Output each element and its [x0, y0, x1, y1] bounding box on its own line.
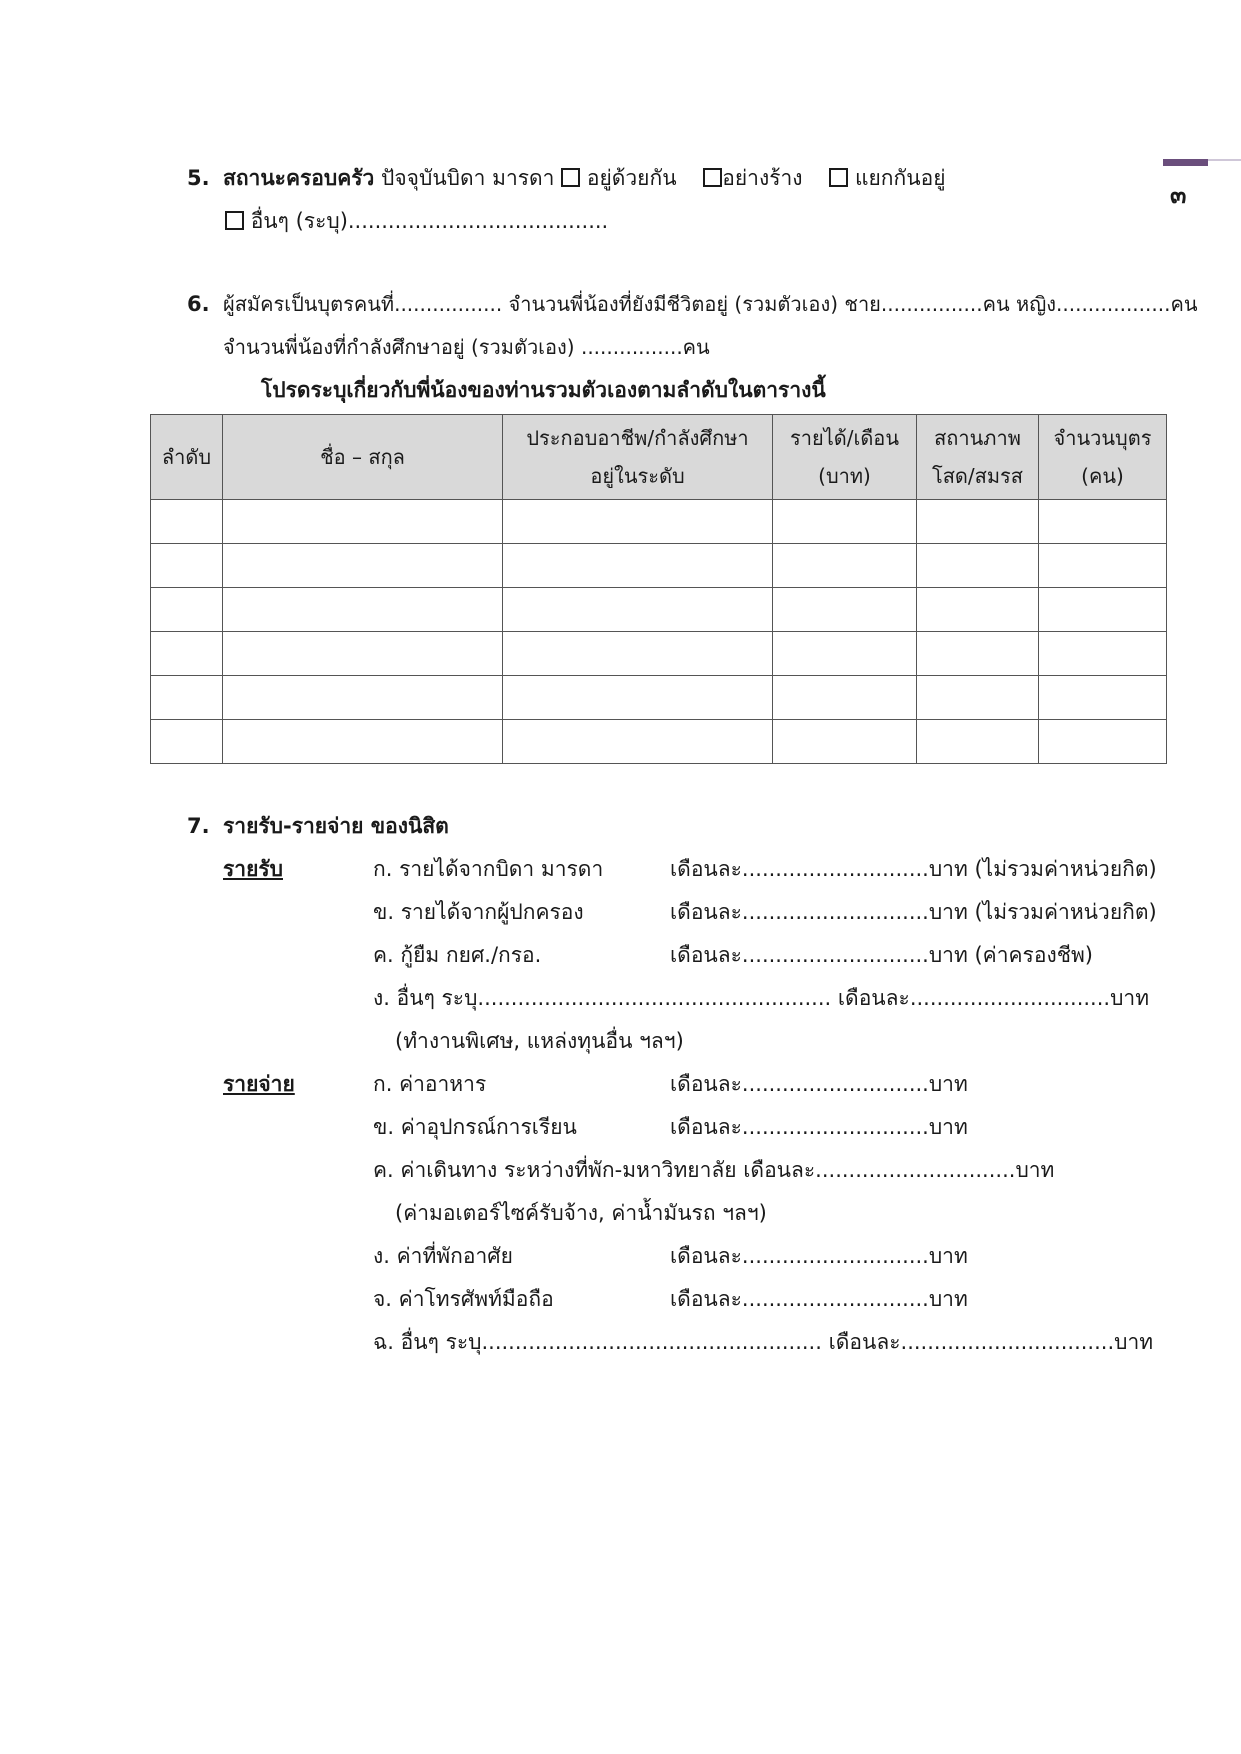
table-cell[interactable]: [503, 720, 773, 764]
table-cell[interactable]: [223, 676, 503, 720]
income-amount-parents[interactable]: เดือนละ............................บาท (ไม่รวมค่าหน่วยกิต): [670, 857, 1157, 881]
table-cell[interactable]: [223, 588, 503, 632]
expense-item-phone: จ. ค่าโทรศัพท์มือถือ: [373, 1287, 554, 1311]
q5-checkbox-other[interactable]: [225, 211, 244, 230]
table-cell[interactable]: [1039, 676, 1167, 720]
expense-amount-housing[interactable]: เดือนละ............................บาท: [670, 1244, 968, 1268]
sibling-table-header: [151, 415, 1167, 500]
table-cell[interactable]: [151, 544, 223, 588]
table-cell[interactable]: [503, 632, 773, 676]
table-row: [151, 544, 1167, 588]
q5-option-divorced: อย่างร้าง: [722, 166, 803, 190]
table-cell[interactable]: [223, 544, 503, 588]
table-cell[interactable]: [151, 632, 223, 676]
table-cell[interactable]: [223, 632, 503, 676]
q5-line2: [225, 211, 608, 232]
q7-title: รายรับ-รายจ่าย ของนิสิต: [223, 814, 449, 838]
table-cell[interactable]: [1039, 544, 1167, 588]
expense-amount-supplies[interactable]: เดือนละ............................บาท: [670, 1115, 968, 1139]
header-occupation: ประกอบอาชีพ/กำลังศึกษา อยู่ในระดับ: [503, 415, 773, 500]
table-cell[interactable]: [773, 500, 917, 544]
q5-number: 5.: [187, 166, 210, 190]
table-cell[interactable]: [151, 720, 223, 764]
table-cell[interactable]: [503, 500, 773, 544]
table-cell[interactable]: [151, 500, 223, 544]
table-cell[interactable]: [1039, 632, 1167, 676]
header-children: จำนวนบุตร (คน): [1039, 415, 1167, 500]
table-cell[interactable]: [1039, 500, 1167, 544]
expense-label: รายจ่าย: [223, 1072, 295, 1096]
page-number: ๓: [1170, 181, 1187, 209]
table-cell[interactable]: [773, 720, 917, 764]
table-cell[interactable]: [151, 676, 223, 720]
expense-item-supplies: ข. ค่าอุปกรณ์การเรียน: [373, 1115, 577, 1139]
table-cell[interactable]: [917, 500, 1039, 544]
table-cell[interactable]: [151, 588, 223, 632]
expense-amount-phone[interactable]: เดือนละ............................บาท: [670, 1287, 968, 1311]
header-marital-status: สถานภาพ โสด/สมรส: [917, 415, 1039, 500]
header-income: รายได้/เดือน (บาท): [773, 415, 917, 500]
table-cell[interactable]: [773, 544, 917, 588]
q6-number: 6.: [187, 292, 210, 316]
income-amount-loan[interactable]: เดือนละ............................บาท (ค่าครองชีพ): [670, 943, 1093, 967]
q5-checkbox-separated[interactable]: [829, 168, 848, 187]
expense-travel[interactable]: ค. ค่าเดินทาง ระหว่างที่พัก-มหาวิทยาลัย เดือนละ..............................บาท: [373, 1158, 1055, 1182]
income-other[interactable]: ง. อื่นๆ ระบุ..................................................... เดือนละ..............................บาท: [373, 986, 1150, 1010]
table-cell[interactable]: [773, 632, 917, 676]
table-cell[interactable]: [773, 676, 917, 720]
table-cell[interactable]: [917, 720, 1039, 764]
expense-amount-food[interactable]: เดือนละ............................บาท: [670, 1072, 968, 1096]
q5-option-together: อยู่ด้วยกัน: [586, 166, 677, 190]
table-row: [151, 720, 1167, 764]
q5-line1: [223, 168, 946, 189]
q5-checkbox-divorced[interactable]: [703, 168, 722, 187]
table-cell[interactable]: [503, 544, 773, 588]
table-cell[interactable]: [223, 720, 503, 764]
income-item-parents: ก. รายได้จากบิดา มารดา: [373, 857, 604, 881]
table-cell[interactable]: [773, 588, 917, 632]
table-cell[interactable]: [503, 588, 773, 632]
table-cell[interactable]: [917, 676, 1039, 720]
q7-number: 7.: [187, 814, 210, 838]
income-item-loan: ค. กู้ยืม กยศ./กรอ.: [373, 943, 542, 967]
expense-other[interactable]: ฉ. อื่นๆ ระบุ................................................... เดือนละ................................บาท: [373, 1330, 1154, 1354]
expense-item-housing: ง. ค่าที่พักอาศัย: [373, 1244, 513, 1268]
table-cell[interactable]: [223, 500, 503, 544]
income-other-note: (ทำงานพิเศษ, แหล่งทุนอื่น ฯลฯ): [395, 1029, 684, 1053]
page-number-accent: [1163, 159, 1208, 166]
income-label: รายรับ: [223, 857, 283, 881]
table-row: [151, 588, 1167, 632]
sibling-table: [150, 414, 1167, 764]
table-cell[interactable]: [503, 676, 773, 720]
income-amount-guardian[interactable]: เดือนละ............................บาท (ไม่รวมค่าหน่วยกิต): [670, 900, 1157, 924]
table-cell[interactable]: [1039, 588, 1167, 632]
table-row: [151, 500, 1167, 544]
q5-option-other[interactable]: อื่นๆ (ระบุ).......................................: [250, 209, 609, 233]
expense-item-food: ก. ค่าอาหาร: [373, 1072, 487, 1096]
q5-option-separated: แยกกันอยู่: [854, 166, 946, 190]
table-cell[interactable]: [917, 544, 1039, 588]
header-order: ลำดับ: [151, 415, 223, 500]
income-item-guardian: ข. รายได้จากผู้ปกครอง: [373, 900, 584, 924]
q6-line2[interactable]: จำนวนพี่น้องที่กำลังศึกษาอยู่ (รวมตัวเอง) ................คน: [223, 335, 710, 359]
q5-checkbox-together[interactable]: [561, 168, 580, 187]
table-row: [151, 632, 1167, 676]
table-cell[interactable]: [917, 632, 1039, 676]
q5-title: สถานะครอบครัว: [223, 166, 375, 190]
sibling-table-title: โปรดระบุเกี่ยวกับพี่น้องของท่านรวมตัวเองตามลำดับในตารางนี้: [261, 378, 826, 402]
expense-travel-note: (ค่ามอเตอร์ไซค์รับจ้าง, ค่าน้ำมันรถ ฯลฯ): [395, 1201, 767, 1225]
table-cell[interactable]: [917, 588, 1039, 632]
table-row: [151, 676, 1167, 720]
table-cell[interactable]: [1039, 720, 1167, 764]
q5-lead: ปัจจุบันบิดา มารดา: [381, 166, 555, 190]
q6-line1[interactable]: ผู้สมัครเป็นบุตรคนที่................. จำนวนพี่น้องที่ยังมีชีวิตอยู่ (รวมตัวเอง) ชาย................คน หญิง..................คน: [223, 292, 1198, 316]
header-name: ชื่อ – สกุล: [223, 415, 503, 500]
